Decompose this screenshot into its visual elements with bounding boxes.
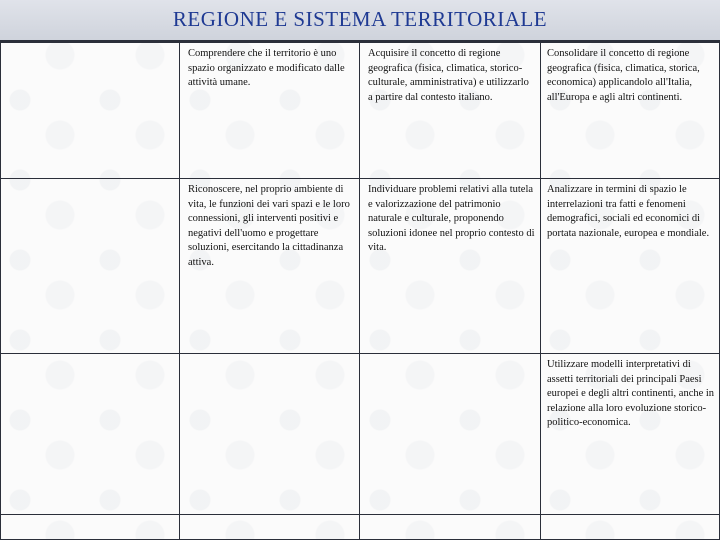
row-divider [1, 514, 719, 515]
column-divider [540, 43, 541, 539]
table-cell-r3-c4: Utilizzare modelli interpretativi di assetti territoriali dei principali Paesi europei e degli altri continenti, anche in relazione alla loro evoluzione storico-politico-economica. [547, 359, 715, 428]
table-cell-r1-c2: Comprendere che il territorio è uno spazio organizzato e modificato dalle attività umane. [188, 48, 345, 88]
table-cell-r2-c3: Individuare problemi relativi alla tutela e valorizzazione del patrimonio naturale e culturale, proponendo soluzioni idonee nel proprio contesto di vita. [368, 184, 535, 253]
curriculum-table [0, 42, 720, 540]
column-divider [359, 43, 360, 539]
table-cell-r2-c4: Analizzare in termini di spazio le interrelazioni tra fatti e fenomeni demografici, sociali ed economici di portata nazionale, europea e mondiale. [547, 184, 710, 239]
column-divider [179, 43, 180, 539]
table-cell-r1-c3: Acquisire il concetto di regione geografica (fisica, climatica, storico-culturale, amministrativa) e utilizzarlo a partire dal contesto italiano. [368, 48, 529, 103]
title-bar [0, 0, 720, 42]
row-divider [1, 353, 719, 354]
row-divider [1, 178, 719, 179]
table-cell-r2-c2: Riconoscere, nel proprio ambiente di vita, le funzioni dei vari spazi e le loro connessioni, gli interventi positivi e negativi dell'uomo e progettare soluzioni, esercitando la cittadinanza attiva. [188, 184, 350, 268]
table-cell-r1-c4: Consolidare il concetto di regione geografica (fisica, climatica, storica, economica) applicandolo all'Italia, all'Europa e agli altri continenti. [547, 48, 700, 103]
slide-title: REGIONE E SISTEMA TERRITORIALE [172, 7, 548, 31]
